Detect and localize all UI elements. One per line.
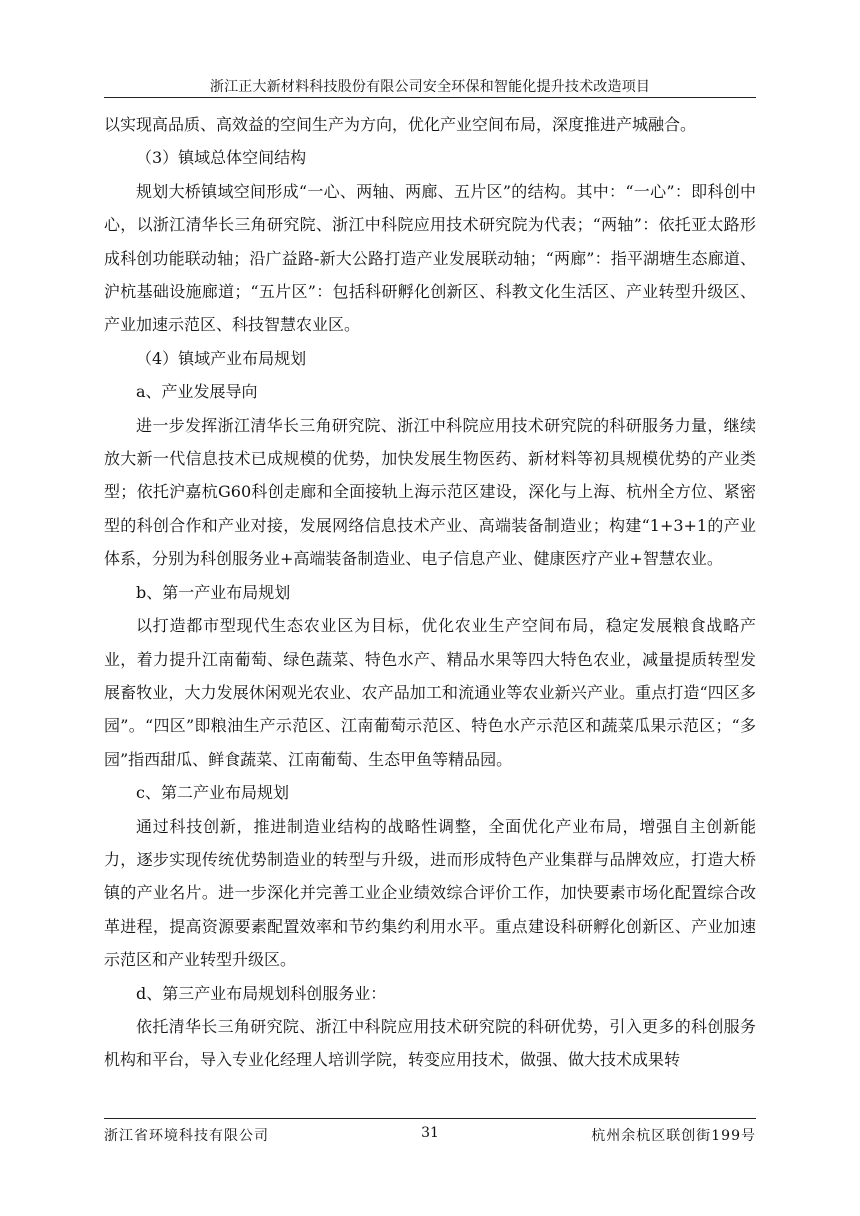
page-number: 31 bbox=[421, 1125, 439, 1141]
footer-rule bbox=[104, 1118, 756, 1119]
subsection-heading: d、第三产业布局规划科创服务业： bbox=[136, 983, 387, 1003]
page-footer bbox=[104, 1125, 756, 1145]
footer-address: 杭州余杭区联创街199号 bbox=[591, 1128, 756, 1144]
footer-company: 浙江省环境科技有限公司 bbox=[104, 1128, 269, 1144]
subsection-heading: a、产业发展导向 bbox=[136, 382, 258, 402]
paragraph: 进一步发挥浙江清华长三角研究院、浙江中科院应用技术研究院的科研服务力量，继续放大新一代信息技术已成规模的优势，加快发展生物医药、新材料等初具规模优势的产业类型；依托沪嘉杭G60科创走廊和全面接轨上海示范区建设，深化与上海、杭州全方位、紧密型的科创合作和产业对接，发展网络信息技术产业、高端装备制造业；构建“1+3+1的产业体系，分别为科创服务业+高端装备制造业、电子信息产业、健康医疗产业+智慧农业。 bbox=[104, 415, 756, 569]
subsection-heading: b、第一产业布局规划 bbox=[136, 582, 291, 602]
paragraph: 通过科技创新，推进制造业结构的战略性调整，全面优化产业布局，增强自主创新能力，逐步实现传统优势制造业的转型与升级，进而形成特色产业集群与品牌效应，打造大桥镇的产业名片。进一步深化并完善工业企业绩效综合评价工作，加快要素市场化配置综合改革进程，提高资源要素配置效率和节约集约利用水平。重点建设科研孵化创新区、产业加速示范区和产业转型升级区。 bbox=[104, 816, 756, 970]
paragraph: 以实现高品质、高效益的空间生产为方向，优化产业空间布局，深度推进产城融合。 bbox=[104, 115, 697, 134]
running-header: 浙江正大新材料科技股份有限公司安全环保和智能化提升技术改造项目 bbox=[209, 79, 651, 95]
document-body bbox=[104, 108, 756, 1077]
paragraph: 规划大桥镇域空间形成“一心、两轴、两廊、五片区”的结构。其中：“一心”：即科创中心，以浙江清华长三角研究院、浙江中科院应用技术研究院为代表；“两轴”：依托亚太路形成科创功能联动轴；沿广益路-新大公路打造产业发展联动轴；“两廊”：指平湖塘生态廊道、沪杭基础设施廊道；“五片区”：包括科研孵化创新区、科教文化生活区、产业转型升级区、产业加速示范区、科技智慧农业区。 bbox=[104, 181, 756, 335]
paragraph: 依托清华长三角研究院、浙江中科院应用技术研究院的科研优势，引入更多的科创服务机构和平台，导入专业化经理人培训学院，转变应用技术，做强、做大技术成果转 bbox=[104, 1016, 756, 1070]
header-rule bbox=[104, 97, 756, 98]
subsection-heading: c、第二产业布局规划 bbox=[136, 783, 289, 803]
paragraph: 以打造都市型现代生态农业区为目标，优化农业生产空间布局，稳定发展粮食战略产业，着力提升江南葡萄、绿色蔬菜、特色水产、精品水果等四大特色农业，减量提质转型发展畜牧业，大力发展休闲观光农业、农产品加工和流通业等农业新兴产业。重点打造“四区多园”。“四区”即粮油生产示范区、江南葡萄示范区、特色水产示范区和蔬菜瓜果示范区；“多园”指西甜瓜、鲜食蔬菜、江南葡萄、生态甲鱼等精品园。 bbox=[104, 616, 756, 769]
section-heading: （4）镇域产业布局规划 bbox=[136, 348, 307, 368]
section-heading: （3）镇域总体空间结构 bbox=[136, 148, 307, 168]
